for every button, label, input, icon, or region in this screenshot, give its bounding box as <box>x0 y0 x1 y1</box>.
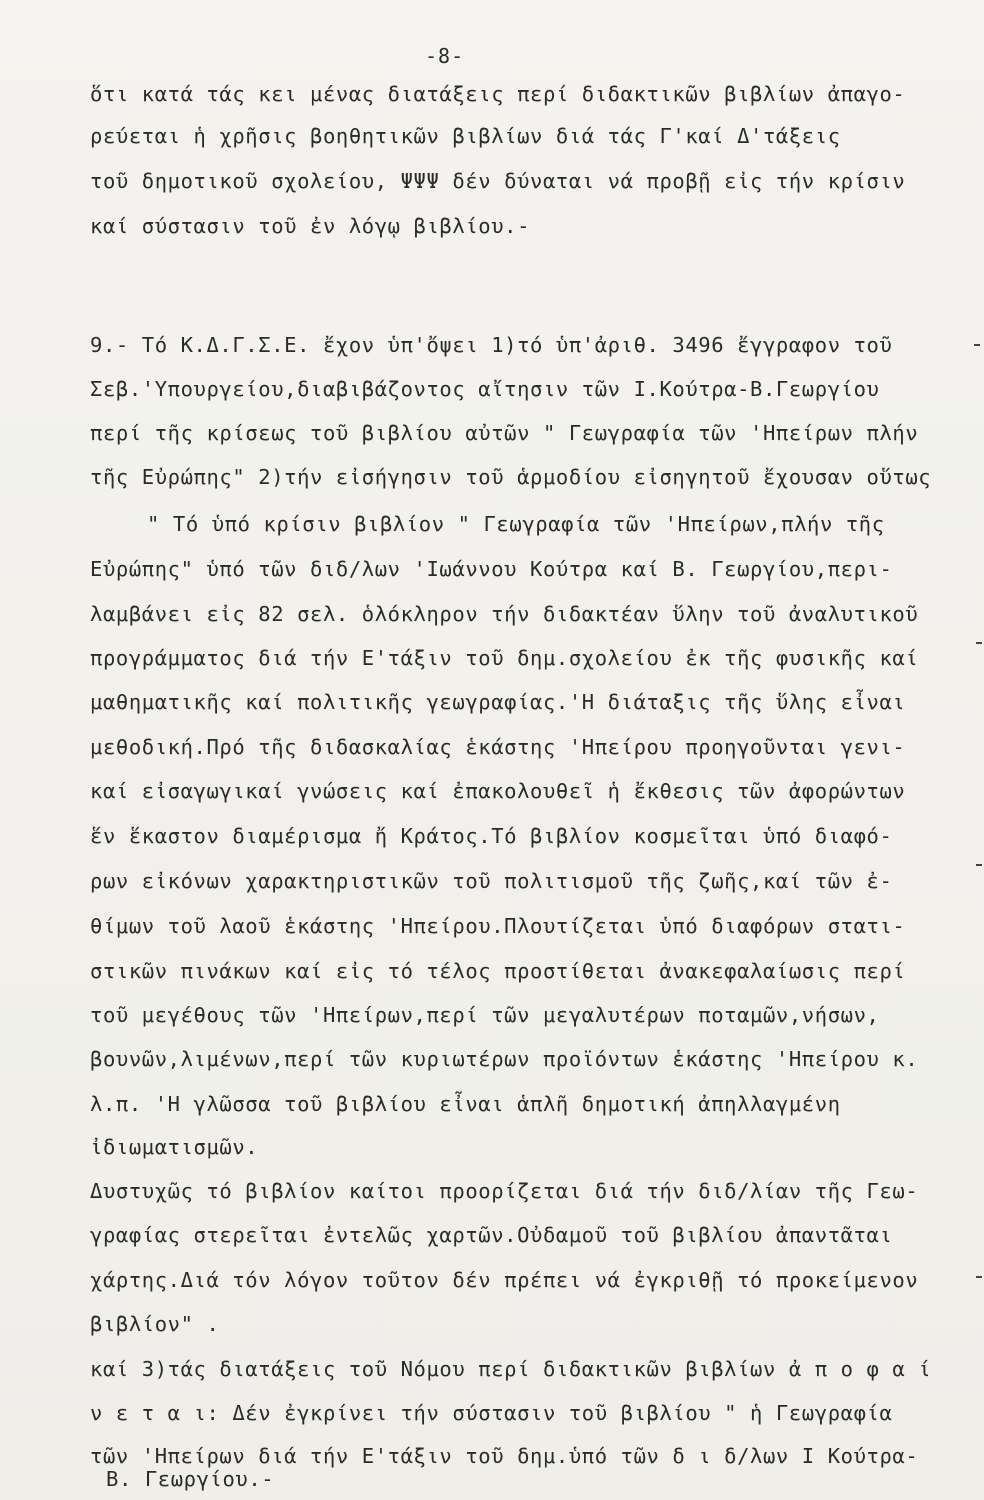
text-line-21: βουνῶν,λιμένων,περί τῶν κυριωτέρων προϊόντων ἑκάστης 'Ηπείρου κ. <box>90 1047 919 1071</box>
margin-mark <box>976 1276 982 1278</box>
text-line-19: στικῶν πινάκων καί εἰς τό τέλος προστίθεται ἀνακεφαλαίωσις περί <box>90 959 906 983</box>
text-line-30: τῶν 'Ηπείρων διά τήν Ε'τάξιν τοῦ δημ.ὑπό τῶν δ ι δ/λων Ι Κούτρα- <box>90 1444 919 1468</box>
margin-mark <box>974 344 980 346</box>
text-line-16: ἕν ἕκαστον διαμέρισμα ἤ Κράτος.Τό βιβλίον κοσμεῖται ὑπό διαφό- <box>90 824 893 848</box>
text-line-26: χάρτης.Διά τόν λόγον τοῦτον δέν πρέπει νά ἐγκριθῇ τό προκείμενον <box>90 1268 919 1292</box>
text-line-12: προγράμματος διά τήν Ε'τάξιν τοῦ δημ.σχολείου ἐκ τῆς φυσικῆς καί <box>90 646 919 670</box>
text-line-25: γραφίας στερεῖται ἐντελῶς χαρτῶν.Οὐδαμοῦ τοῦ βιβλίου ἀπαντᾶται <box>90 1223 893 1247</box>
text-line-8: τῆς Εὐρώπης" 2)τήν εἰσήγησιν τοῦ ἁρμοδίου εἰσηγητοῦ ἔχουσαν οὕτως <box>90 465 932 489</box>
text-line-24: Δυστυχῶς τό βιβλίον καίτοι προορίζεται διά τήν διδ/λίαν τῆς Γεω- <box>90 1179 919 1203</box>
text-line-9: " Τό ὑπό κρίσιν βιβλίον " Γεωγραφία τῶν 'Ηπείρων,πλήν τῆς <box>147 512 885 536</box>
text-line-1: ὅτι κατά τάς κει μένας διατάξεις περί διδακτικῶν βιβλίων ἀπαγο- <box>90 82 906 106</box>
page-number: -8- <box>425 44 465 68</box>
text-line-20: τοῦ μεγέθους τῶν 'Ηπείρων,περί τῶν μεγαλυτέρων ποταμῶν,νήσων, <box>90 1003 880 1027</box>
text-line-11: λαμβάνει εἰς 82 σελ. ὁλόκληρον τήν διδακτέαν ὕλην τοῦ ἀναλυτικοῦ <box>90 602 919 626</box>
text-line-13: μαθηματικῆς καί πολιτικῆς γεωγραφίας.'Η διάταξις τῆς ὕλης εἶναι <box>90 690 906 714</box>
margin-mark <box>976 642 982 644</box>
text-line-7: περί τῆς κρίσεως τοῦ βιβλίου αὐτῶν " Γεωγραφία τῶν 'Ηπείρων πλήν <box>90 421 919 445</box>
text-line-28: καί 3)τάς διατάξεις τοῦ Νόμου περί διδακτικῶν βιβλίων ἀ π ο φ α ί <box>90 1357 932 1381</box>
text-line-3: τοῦ δημοτικοῦ σχολείου, ΨΨΨ δέν δύναται νά προβῇ εἰς τήν κρίσιν <box>90 169 906 193</box>
text-line-6: Σεβ.'Υπουργείου,διαβιβάζοντος αἴτησιν τῶν Ι.Κούτρα-Β.Γεωργίου <box>90 377 880 401</box>
text-line-27: βιβλίον" . <box>90 1312 220 1336</box>
text-line-14: μεθοδική.Πρό τῆς διδασκαλίας ἑκάστης 'Ηπείρου προηγοῦνται γενι- <box>90 735 906 759</box>
text-line-15: καί εἰσαγωγικαί γνώσεις καί ἐπακολουθεῖ ἡ ἔκθεσις τῶν ἀφορώντων <box>90 779 906 803</box>
margin-mark <box>976 864 982 866</box>
text-line-4: καί σύστασιν τοῦ ἐν λόγῳ βιβλίου.- <box>90 214 531 238</box>
signature-line: Β. Γεωργίου.- <box>106 1467 275 1491</box>
text-line-2: ρεύεται ἡ χρῆσις βοηθητικῶν βιβλίων διά τάς Γ'καί Δ'τάξεις <box>90 124 841 148</box>
text-line-29: ν ε τ α ι: Δέν ἐγκρίνει τήν σύστασιν τοῦ βιβλίου " ἡ Γεωγραφία <box>90 1401 893 1425</box>
text-line-17: ρων εἰκόνων χαρακτηριστικῶν τοῦ πολιτισμοῦ τῆς ζωῆς,καί τῶν ἐ- <box>90 869 893 893</box>
text-line-5: 9.- Τό Κ.Δ.Γ.Σ.Ε. ἔχον ὑπ'ὄψει 1)τό ὑπ'ἀριθ. 3496 ἔγγραφον τοῦ <box>90 333 893 357</box>
text-line-10: Εὐρώπης" ὑπό τῶν διδ/λων 'Ιωάννου Κούτρα καί Β. Γεωργίου,περι- <box>90 557 893 581</box>
text-line-18: θίμων τοῦ λαοῦ ἑκάστης 'Ηπείρου.Πλουτίζεται ὑπό διαφόρων στατι- <box>90 914 906 938</box>
text-line-23: ἰδιωματισμῶν. <box>90 1135 259 1159</box>
text-line-22: λ.π. 'Η γλῶσσα τοῦ βιβλίου εἶναι ἁπλῆ δημοτική ἀπηλλαγμένη <box>90 1092 841 1116</box>
